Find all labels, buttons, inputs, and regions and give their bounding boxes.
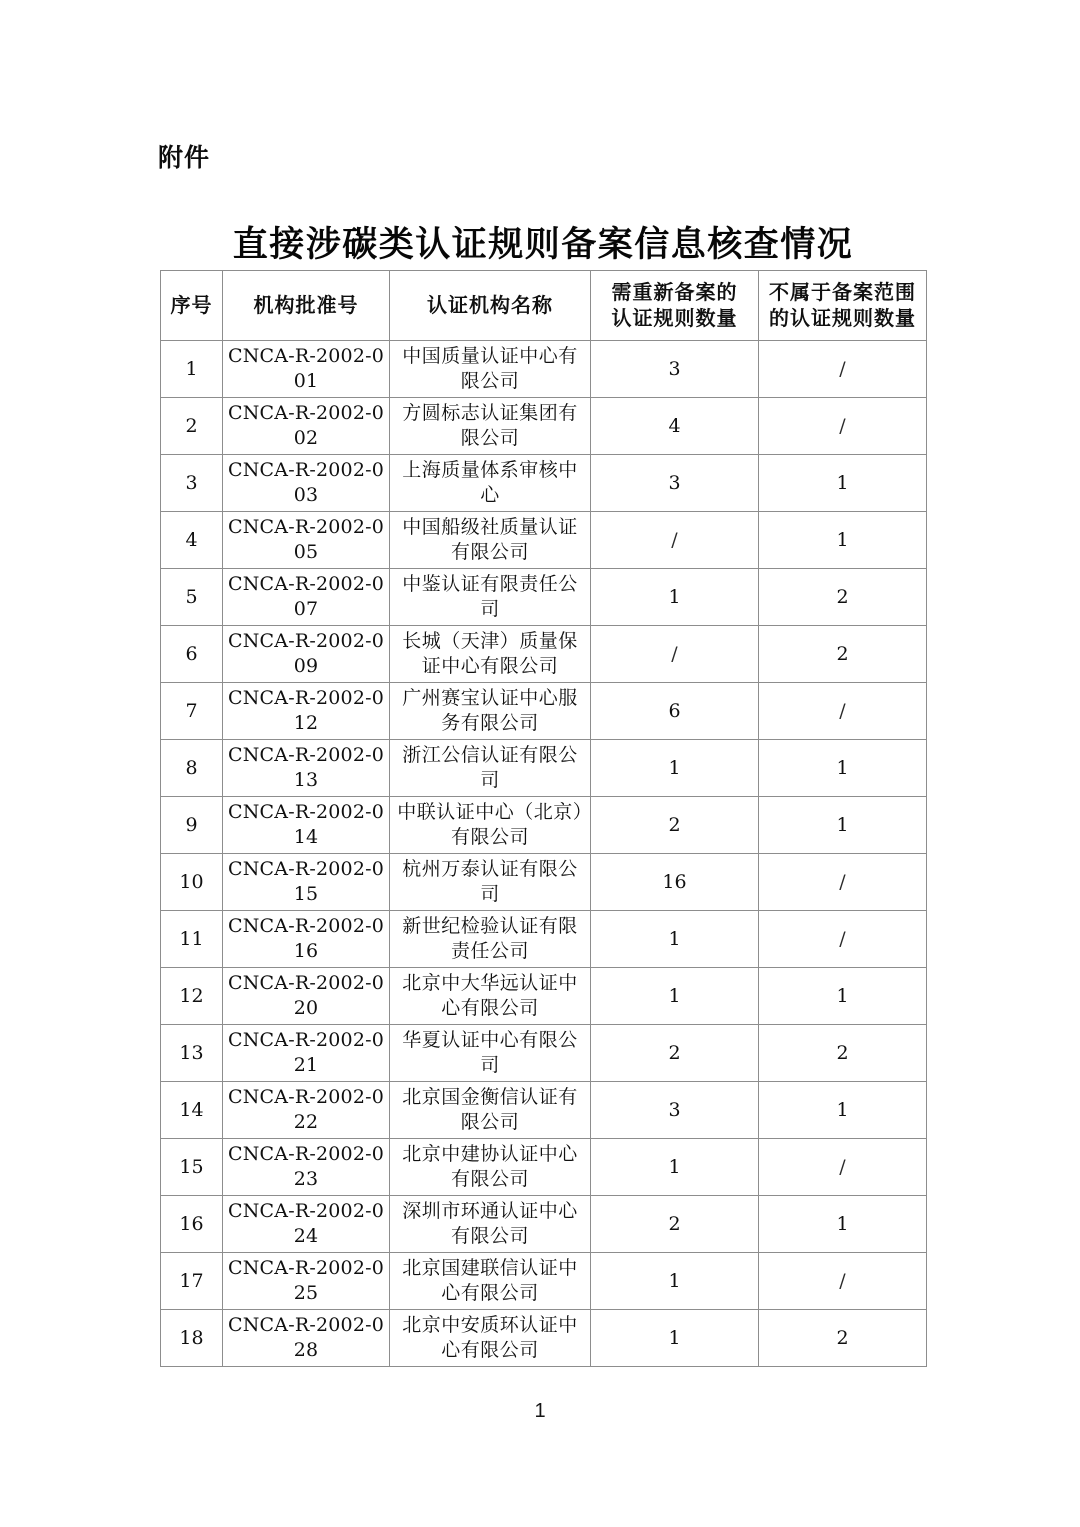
cell-org-name: 中联认证中心（北京）有限公司 [390, 797, 591, 854]
column-header-out-of-scope-line2: 的认证规则数量 [769, 305, 916, 330]
table-row [161, 740, 927, 797]
cell-out-of-scope: 1 [759, 797, 927, 854]
cell-index: 9 [161, 797, 223, 854]
table-row [161, 1253, 927, 1310]
table-row [161, 512, 927, 569]
cell-refile-count: 1 [591, 968, 759, 1025]
cell-index: 2 [161, 398, 223, 455]
cell-out-of-scope: / [759, 911, 927, 968]
cell-org-name: 广州赛宝认证中心服务有限公司 [390, 683, 591, 740]
table-row [161, 398, 927, 455]
cell-org-name: 华夏认证中心有限公司 [390, 1025, 591, 1082]
cell-org-name: 新世纪检验认证有限责任公司 [390, 911, 591, 968]
cell-index: 12 [161, 968, 223, 1025]
cell-approval-code: CNCA-R-2002-016 [223, 911, 390, 968]
cell-refile-count: / [591, 626, 759, 683]
cell-out-of-scope: 1 [759, 512, 927, 569]
cell-org-name: 中国质量认证中心有限公司 [390, 341, 591, 398]
cell-out-of-scope: / [759, 341, 927, 398]
table-row [161, 1139, 927, 1196]
cell-approval-code: CNCA-R-2002-022 [223, 1082, 390, 1139]
cell-index: 16 [161, 1196, 223, 1253]
table-header-row [161, 271, 927, 341]
cell-approval-code: CNCA-R-2002-013 [223, 740, 390, 797]
cell-index: 15 [161, 1139, 223, 1196]
cell-refile-count: 2 [591, 797, 759, 854]
cell-out-of-scope: 1 [759, 455, 927, 512]
cell-out-of-scope: 2 [759, 1025, 927, 1082]
cell-refile-count: 1 [591, 911, 759, 968]
table-container [160, 270, 926, 1367]
cell-refile-count: 1 [591, 740, 759, 797]
table-row [161, 683, 927, 740]
table-row [161, 626, 927, 683]
cell-index: 6 [161, 626, 223, 683]
cell-approval-code: CNCA-R-2002-025 [223, 1253, 390, 1310]
cell-index: 11 [161, 911, 223, 968]
cell-refile-count: / [591, 512, 759, 569]
cell-approval-code: CNCA-R-2002-028 [223, 1310, 390, 1367]
table-row [161, 569, 927, 626]
cell-org-name: 长城（天津）质量保证中心有限公司 [390, 626, 591, 683]
table-row [161, 1310, 927, 1367]
table-row [161, 341, 927, 398]
table-body [161, 341, 927, 1367]
cell-refile-count: 2 [591, 1196, 759, 1253]
cell-refile-count: 3 [591, 455, 759, 512]
cell-out-of-scope: 2 [759, 569, 927, 626]
cell-org-name: 北京中大华远认证中心有限公司 [390, 968, 591, 1025]
cell-refile-count: 3 [591, 1082, 759, 1139]
cell-index: 17 [161, 1253, 223, 1310]
cell-index: 8 [161, 740, 223, 797]
attachment-label: 附件 [158, 143, 211, 172]
cell-approval-code: CNCA-R-2002-007 [223, 569, 390, 626]
cell-org-name: 中国船级社质量认证有限公司 [390, 512, 591, 569]
cell-index: 14 [161, 1082, 223, 1139]
table-row [161, 797, 927, 854]
cell-approval-code: CNCA-R-2002-024 [223, 1196, 390, 1253]
cell-org-name: 上海质量体系审核中心 [390, 455, 591, 512]
column-header-out-of-scope [759, 271, 927, 341]
cell-org-name: 北京国建联信认证中心有限公司 [390, 1253, 591, 1310]
cell-approval-code: CNCA-R-2002-015 [223, 854, 390, 911]
column-header-refile-count [591, 271, 759, 341]
cell-org-name: 浙江公信认证有限公司 [390, 740, 591, 797]
cell-org-name: 杭州万泰认证有限公司 [390, 854, 591, 911]
cell-refile-count: 1 [591, 569, 759, 626]
cell-out-of-scope: 2 [759, 626, 927, 683]
cell-refile-count: 1 [591, 1253, 759, 1310]
page-title: 直接涉碳类认证规则备案信息核查情况 [232, 224, 854, 266]
cell-out-of-scope: 2 [759, 1310, 927, 1367]
certification-rules-table [160, 270, 927, 1367]
cell-org-name: 中鉴认证有限责任公司 [390, 569, 591, 626]
cell-out-of-scope: 1 [759, 740, 927, 797]
cell-out-of-scope: 1 [759, 1196, 927, 1253]
column-header-refile-count-line2: 认证规则数量 [611, 305, 738, 330]
cell-out-of-scope: / [759, 683, 927, 740]
cell-approval-code: CNCA-R-2002-005 [223, 512, 390, 569]
cell-out-of-scope: 1 [759, 1082, 927, 1139]
cell-refile-count: 1 [591, 1310, 759, 1367]
cell-approval-code: CNCA-R-2002-023 [223, 1139, 390, 1196]
cell-index: 7 [161, 683, 223, 740]
cell-index: 1 [161, 341, 223, 398]
table-row [161, 911, 927, 968]
cell-index: 5 [161, 569, 223, 626]
cell-out-of-scope: / [759, 854, 927, 911]
table-row [161, 968, 927, 1025]
cell-org-name: 深圳市环通认证中心有限公司 [390, 1196, 591, 1253]
cell-approval-code: CNCA-R-2002-014 [223, 797, 390, 854]
cell-out-of-scope: 1 [759, 968, 927, 1025]
cell-approval-code: CNCA-R-2002-001 [223, 341, 390, 398]
table-row [161, 1025, 927, 1082]
cell-refile-count: 2 [591, 1025, 759, 1082]
cell-org-name: 北京中建协认证中心有限公司 [390, 1139, 591, 1196]
cell-index: 10 [161, 854, 223, 911]
cell-approval-code: CNCA-R-2002-021 [223, 1025, 390, 1082]
column-header-approval-code: 机构批准号 [223, 271, 390, 341]
cell-index: 13 [161, 1025, 223, 1082]
cell-refile-count: 6 [591, 683, 759, 740]
table-row [161, 1196, 927, 1253]
cell-out-of-scope: / [759, 398, 927, 455]
column-header-refile-count-line1: 需重新备案的 [611, 279, 738, 304]
cell-refile-count: 1 [591, 1139, 759, 1196]
table-row [161, 455, 927, 512]
cell-out-of-scope: / [759, 1139, 927, 1196]
cell-index: 4 [161, 512, 223, 569]
table-row [161, 1082, 927, 1139]
page-number: 1 [534, 1400, 546, 1422]
cell-approval-code: CNCA-R-2002-009 [223, 626, 390, 683]
cell-refile-count: 3 [591, 341, 759, 398]
cell-index: 3 [161, 455, 223, 512]
table-header [161, 271, 927, 341]
table-row [161, 854, 927, 911]
column-header-index: 序号 [161, 271, 223, 341]
cell-approval-code: CNCA-R-2002-003 [223, 455, 390, 512]
cell-out-of-scope: / [759, 1253, 927, 1310]
cell-index: 18 [161, 1310, 223, 1367]
cell-approval-code: CNCA-R-2002-012 [223, 683, 390, 740]
cell-refile-count: 4 [591, 398, 759, 455]
column-header-out-of-scope-line1: 不属于备案范围 [769, 279, 916, 304]
cell-approval-code: CNCA-R-2002-020 [223, 968, 390, 1025]
cell-refile-count: 16 [591, 854, 759, 911]
cell-approval-code: CNCA-R-2002-002 [223, 398, 390, 455]
cell-org-name: 北京国金衡信认证有限公司 [390, 1082, 591, 1139]
cell-org-name: 北京中安质环认证中心有限公司 [390, 1310, 591, 1367]
column-header-org-name: 认证机构名称 [390, 271, 591, 341]
cell-org-name: 方圆标志认证集团有限公司 [390, 398, 591, 455]
